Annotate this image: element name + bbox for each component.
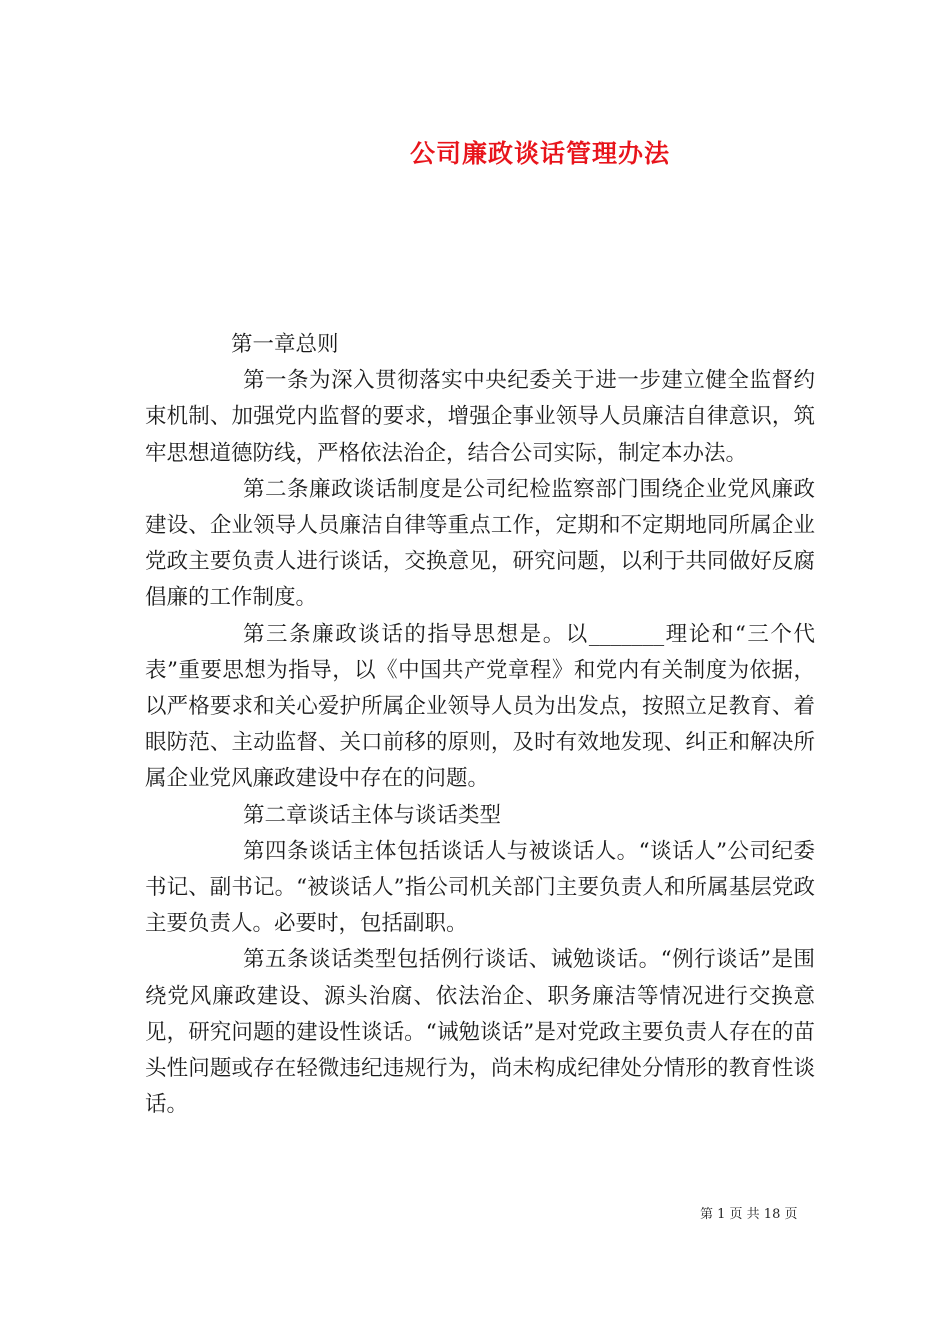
article-4: 第四条谈话主体包括谈话人与被谈话人。“谈话人”公司纪委书记、副书记。“被谈话人”指公司机关部门主要负责人和所属基层党政主要负责人。必要时，包括副职。 <box>145 838 815 937</box>
chapter-heading-1: 第一章总则 <box>231 332 339 357</box>
article-2: 第二条廉政谈话制度是公司纪检监察部门围绕企业党风廉政建设、企业领导人员廉洁自律等重点工作，定期和不定期地同所属企业党政主要负责人进行谈话，交换意见，研究问题，以利于共同做好反腐倡廉的工作制度。 <box>145 476 815 611</box>
page-number-footer: 第 1 页 共 18 页 <box>700 1207 798 1222</box>
document-title: 公司廉政谈话管理办法 <box>409 139 670 168</box>
article-1: 第一条为深入贯彻落实中央纪委关于进一步建立健全监督约束机制、加强党内监督的要求，增强企事业领导人员廉洁自律意识，筑牢思想道德防线，严格依法治企，结合公司实际，制定本办法。 <box>145 368 815 466</box>
article-5: 第五条谈话类型包括例行谈话、诫勉谈话。“例行谈话”是围绕党风廉政建设、源头治腐、依法治企、职务廉洁等情况进行交换意见，研究问题的建设性谈话。“诫勉谈话”是对党政主要负责人存在的苗头性问题或存在轻微违纪违规行为，尚未构成纪律处分情形的教育性谈话。 <box>145 947 815 1118</box>
document-body <box>145 327 815 1123</box>
chapter-heading-2: 第二章谈话主体与谈话类型 <box>243 802 502 828</box>
article-3: 第三条廉政谈话的指导思想是。以_______理论和“三个代表”重要思想为指导，以《中国共产党章程》和党内有关制度为依据，以严格要求和关心爱护所属企业领导人员为出发点，按照立足教育、着眼防范、主动监督、关口前移的原则，及时有效地发现、纠正和解决所属企业党风廉政建设中存在的问题。 <box>145 621 815 792</box>
